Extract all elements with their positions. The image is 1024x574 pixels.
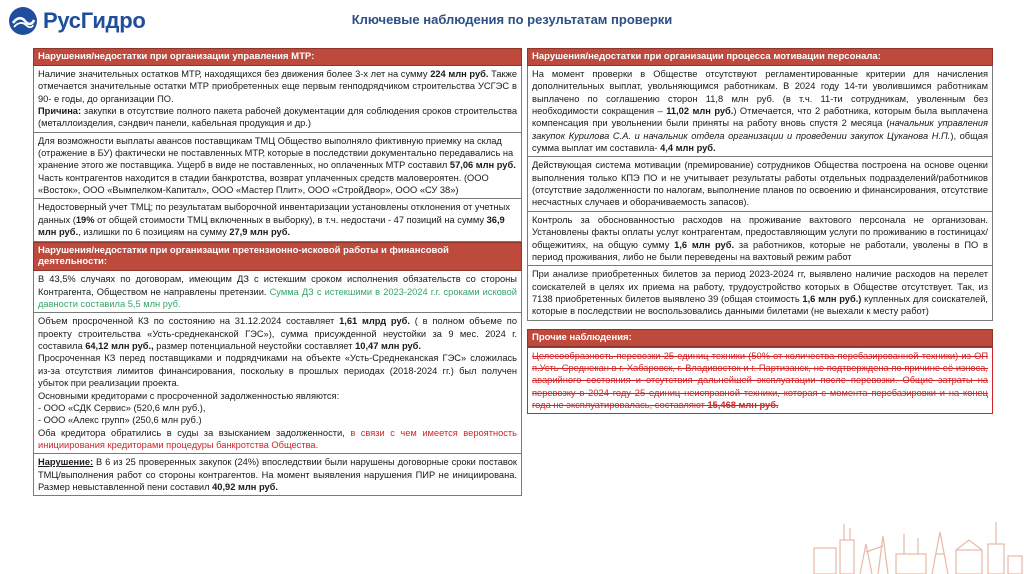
finding-accommodation-costs: Контроль за обоснованностью расходов на проживание вахтового персонала не организован. Установлены факты оплаты услуг контрагентам, предоставляющим услуги по проживанию в гостиницах/общежитиях, на общую сумму 1,6 млн руб. за работников, которые не работали, уволены в ПО в период проживания, либо не были переведены на вахтовый режим работ bbox=[527, 212, 993, 266]
finding-delivery-violations: Нарушение: В 6 из 25 проверенных закупок (24%) впоследствии были нарушены договорные сроки поставок ТМЦ/выполнения работ со стороны контрагентов. На момент выявления нарушения ПИР не инициирована. Размер невыставленной пени составил 40,92 млн руб. bbox=[33, 454, 522, 496]
finding-claims-not-sent: В 43,5% случаях по договорам, имеющим ДЗ с истекшим сроком исполнения обязательств со стороны Контрагента, Обществом не направлены претензии. Сумма ДЗ с истекшими в 2023-2024 г.г. сроками исковой давности составила 5,5 млн руб. bbox=[33, 271, 522, 313]
left-column bbox=[33, 48, 522, 496]
finding-inventory-accounting: Недостоверный учет ТМЦ; по результатам выборочной инвентаризации установлены отклонения от учетных данных (19% от общей стоимости ТМЦ включенных в выборку), в т.ч. недостачи - 47 позиций на сумму 36,9 млн руб., излишки по 6 позициям на сумму 27,9 млн руб. bbox=[33, 199, 522, 241]
finding-bonus-system: Действующая система мотивации (премирование) сотрудников Общества построена на основе оценки выполнения только КПЭ ПО и не учитывает результаты работы отдельных подразделений/работников (отсутствие задолженности по налогам, выполнение планов по освоению и финансирования, отсутствие несчастных случаев и оборачиваемость запасов). bbox=[527, 157, 993, 211]
finding-equipment-transport: Целесообразность перевозки 25 единиц техники (50% от количества перебазированной техники) из ОП п.Усть-Среднекан в г. Хабаровск, г. Владивосток и г. Партизанск, не подтверждена по причине её износа, аварийного состояния и отсутствия дальнейшей эксплуатации после перевозки. Общие затраты на перевозку в 2024 году 25 единиц неисправной техники, которая с момента перебазировки и на конец года не эксплуатировалась, составляют 15,468 млн руб. bbox=[527, 347, 993, 415]
section-header-motivation: Нарушения/недостатки при организации процесса мотивации персонала: bbox=[527, 48, 993, 66]
brand-name: РусГидро bbox=[43, 8, 146, 33]
right-column bbox=[527, 48, 993, 414]
industrial-skyline-decoration bbox=[664, 514, 1024, 574]
finding-fictitious-acceptance: Для возможности выплаты авансов поставщикам ТМЦ Общество выполняло фиктивную приемку на склад (отражение в БУ) фактически не поставленных МТР, которые в последствии документально передавались на хранение этого же поставщика. Ущерб в виде не поставленных, но оплаченных МТР составил 57,06 млн руб. Часть контрагентов находится в стадии банкротства, возврат уплаченных средств маловероятен. (ООО «Восток», ООО «Вымпелком-Капитал», ООО «Мастер Плит», ООО «СтройДвор», ООО «СУ 38») bbox=[33, 133, 522, 200]
page-title: Ключевые наблюдения по результатам проверки bbox=[351, 12, 673, 27]
section-header-other: Прочие наблюдения: bbox=[527, 329, 993, 347]
section-header-mtr: Нарушения/недостатки при организации управления МТР: bbox=[33, 48, 522, 66]
finding-severance-payments: На момент проверки в Обществе отсутствуют регламентированные критерии для начисления дополнительных выплат, увольняющимся работникам. В 2024 году 14-ти уволившимся работникам выплачено по соглашению сторон 11,8 млн руб. (в т.ч. 11-ти сотрудникам, уволенным без необходимости сокращения – 11,02 млн руб.) Отмечается, что 2 работника, которым была выплачена компенсация при увольнении были приняты на работу вновь спустя 2 месяца (начальник управления закупок Курилова С.А. и начальник отдела организации и проведении закупок Цуканова Н.П.), общая сумма выплат им составила- 4,4 млн руб. bbox=[527, 66, 993, 158]
finding-overdue-payables: Объем просроченной КЗ по состоянию на 31.12.2024 составляет 1,61 млрд руб. ( в полном объеме по проекту строительства «Усть-среднеканской ГЭС»), сумма присужденной неустойки за 9 мес. 2024 г. составила 64,12 млн руб., размер потенциальной неустойки составляет 10,47 млн руб. Просроченная КЗ перед поставщиками и подрядчиками на объекте «Усть-Среднеканская ГЭС» сложилась из-за отсутствия лимитов финансирования, поскольку в прошлых периодах (2018-2024 гг.) был получен убыток при реализации проекта. Основными кредиторами с просроченной задолженностью являются: - ООО «СДК Сервис» (520,6 млн руб.), - ООО «Алекс групп» (250,6 млн руб.) Оба кредитора обратились в суды за взысканием задолженности, в связи с чем имеется вероятность инициирования кредиторами процедуры банкротства Общества. bbox=[33, 313, 522, 454]
section-header-claims-finance: Нарушения/недостатки при организации претензионно-исковой работы и финансовой деятельности: bbox=[33, 242, 522, 272]
finding-mtr-stock: Наличие значительных остатков МТР, находящихся без движения более 3-х лет на сумму 224 млн руб. Также отмечается значительные остатки МТР приобретенных еще первым генподрядчиком строительства УСГЭС в 90- е годы, до организации ПО. Причина: закупки в отсутствие полного пакета рабочей документации для соблюдения сроков строительства (металлоизделия, сэндвич панели, кабельная продукция и др.) bbox=[33, 66, 522, 133]
finding-unused-tickets: При анализе приобретенных билетов за период 2023-2024 гг, выявлено наличие расходов на перелет соискателей в целях их приема на работу, трудоустройство которых в Обществе отсутствует. Так, из 7138 приобретенных билетов выявлено 39 (общая стоимость 1,6 млн руб.) купленных для соискателей, которые в последствии не воспользовались данными билетами (не выехали к месту работ) bbox=[527, 266, 993, 320]
